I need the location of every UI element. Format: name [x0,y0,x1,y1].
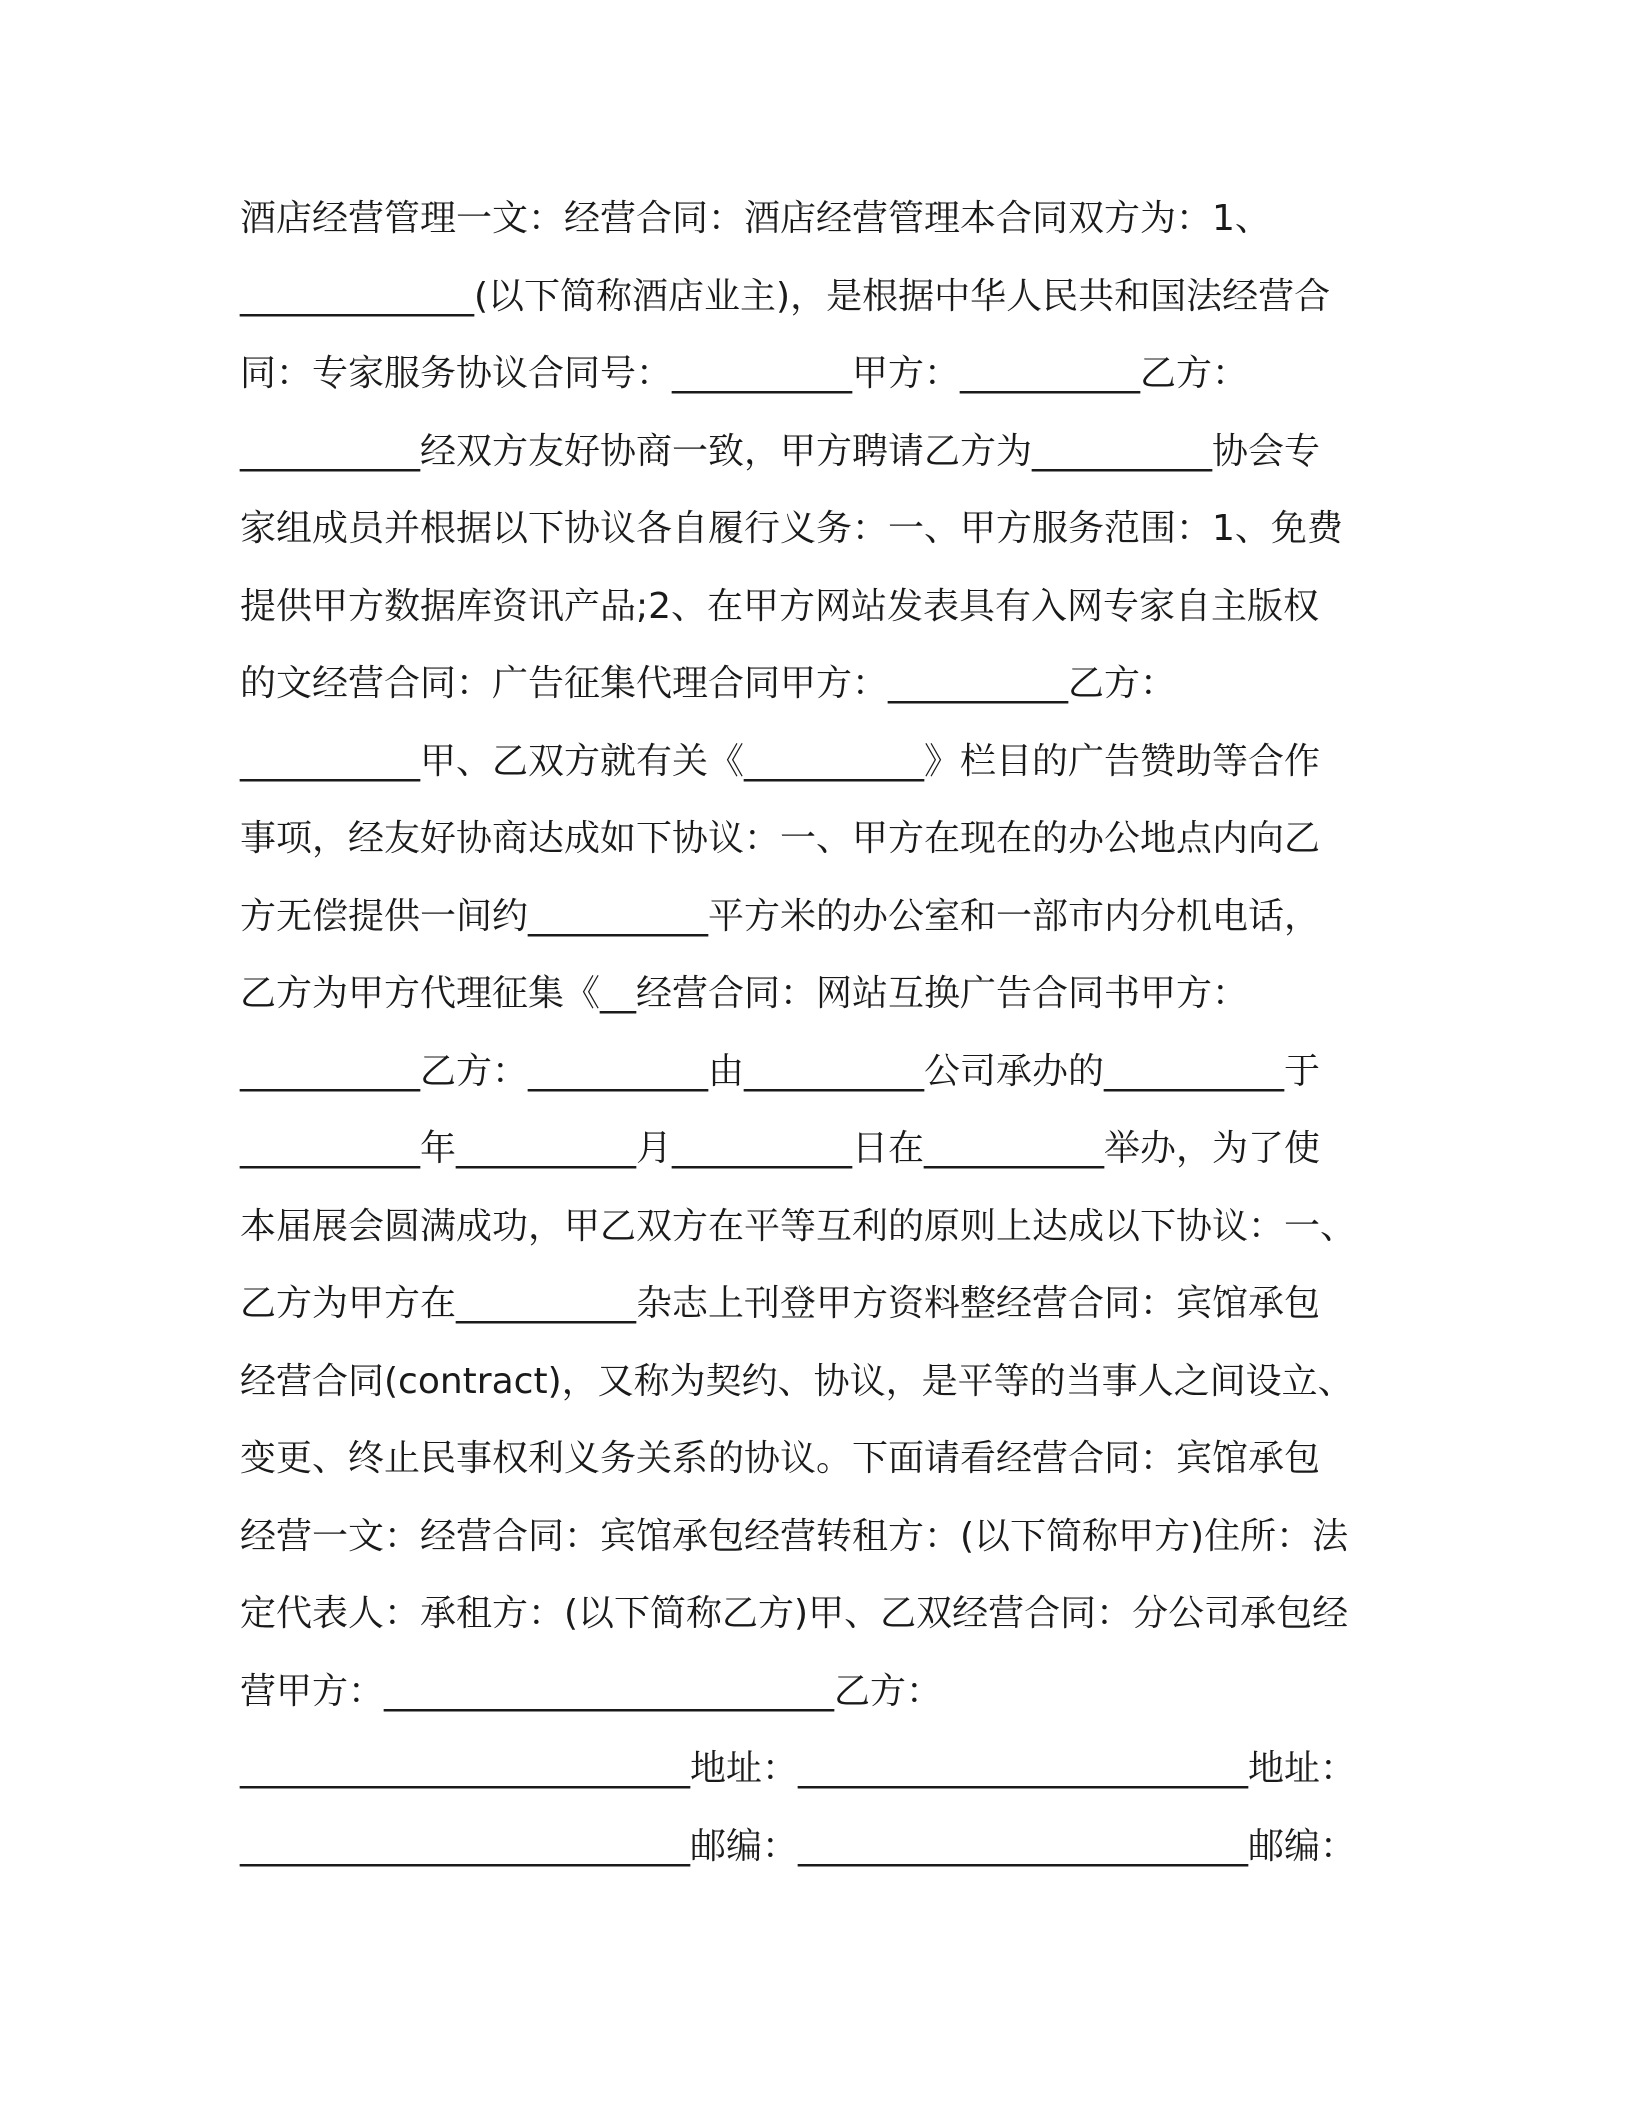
text-line: 同：专家服务协议合同号：__________甲方：__________乙方： [240,353,1249,394]
text-line: __________年__________月__________日在__________举办，为了使 [240,1128,1321,1169]
text-line: 家组成员并根据以下协议各自履行义务：一、甲方服务范围：1、免费 [240,508,1343,549]
text-line: 事项，经友好协商达成如下协议：一、甲方在现在的办公地点内向乙 [240,818,1321,859]
text-line: _________________________地址：_________________________地址： [240,1748,1357,1789]
text-line: 经营合同(contract)，又称为契约、协议，是平等的当事人之间设立、 [240,1360,1354,1402]
text-line: __________甲、乙双方就有关《__________》栏目的广告赞助等合作 [240,740,1321,782]
text-line: 营甲方：_________________________乙方： [240,1670,943,1712]
text-line: 经营一文：经营合同：宾馆承包经营转租方：(以下简称甲方)住所：法 [240,1515,1349,1557]
text-line: 乙方为甲方代理征集《__经营合同：网站互换广告合同书甲方： [240,973,1249,1014]
text-line: 乙方为甲方在__________杂志上刊登甲方资料整经营合同：宾馆承包 [240,1283,1321,1324]
text-line: 提供甲方数据库资讯产品;2、在甲方网站发表具有入网专家自主版权 [240,585,1320,627]
text-line: _________________________邮编：_________________________邮编： [240,1825,1357,1867]
text-line: 定代表人：承租方：(以下简称乙方)甲、乙双经营合同：分公司承包经 [240,1593,1349,1634]
text-line: __________经双方友好协商一致，甲方聘请乙方为__________协会专 [240,430,1321,472]
text-line: 方无偿提供一间约__________平方米的办公室和一部市内分机电话， [240,895,1321,937]
document-body [240,188,1410,1893]
text-line: _____________(以下简称酒店业主)，是根据中华人民共和国法经营合 [240,275,1331,317]
text-line: 的文经营合同：广告征集代理合同甲方：__________乙方： [240,663,1177,704]
text-line: 本届展会圆满成功，甲乙双方在平等互利的原则上达成以下协议：一、 [240,1205,1357,1247]
text-line: __________乙方：__________由__________公司承办的__________于 [240,1050,1321,1092]
text-line: 酒店经营管理一文：经营合同：酒店经营管理本合同双方为：1、 [240,198,1271,239]
text-line: 变更、终止民事权利义务关系的协议。下面请看经营合同：宾馆承包 [240,1438,1321,1479]
